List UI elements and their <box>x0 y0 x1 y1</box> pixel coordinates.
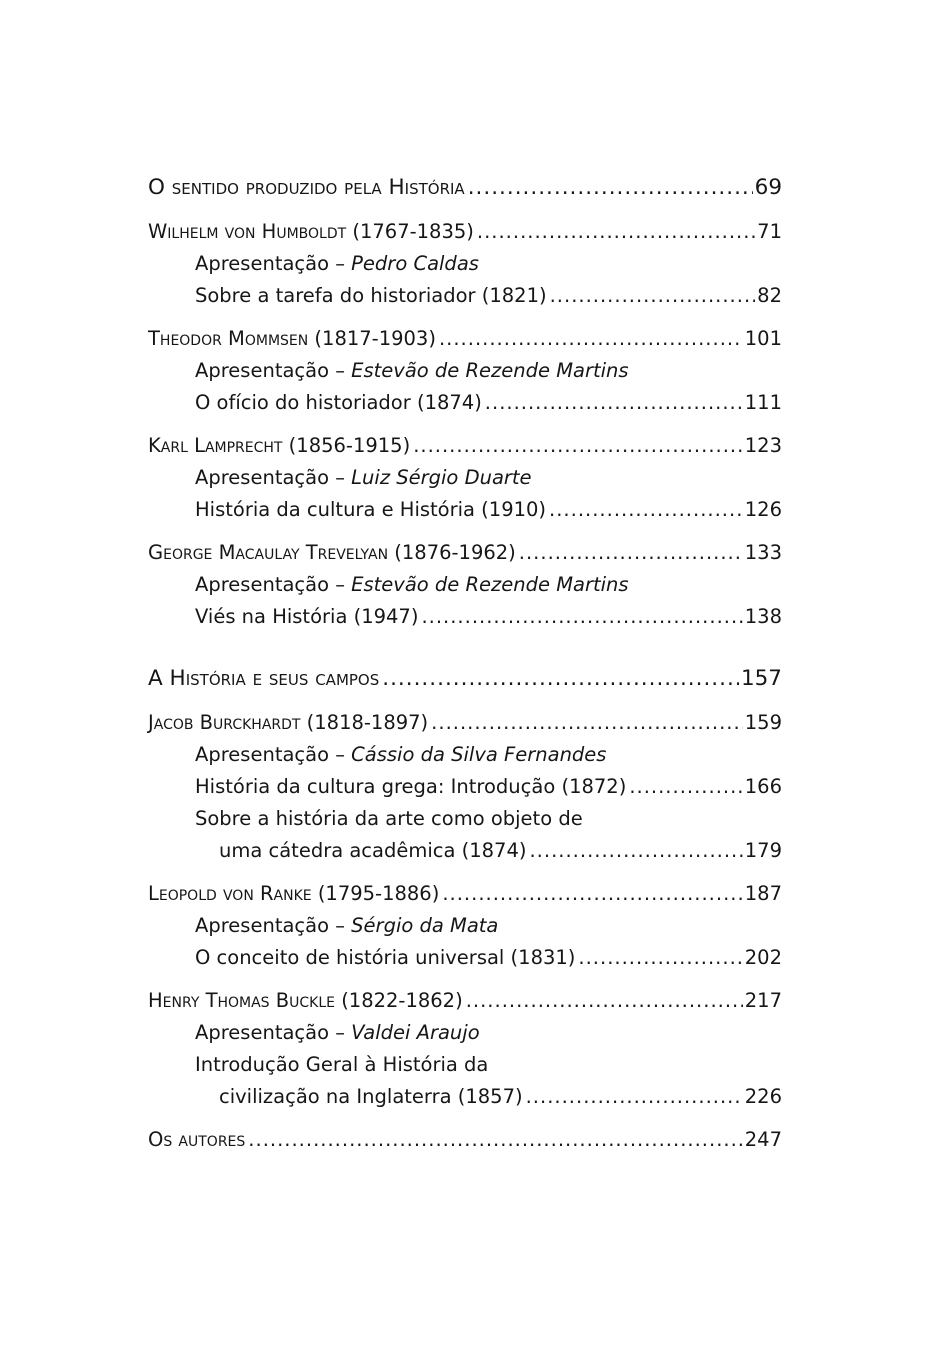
dot-leader <box>466 985 743 1017</box>
toc-text-title: História da cultura grega: Introdução (1872) <box>195 775 627 798</box>
dot-leader <box>442 878 742 910</box>
intro-label: Apresentação – <box>195 466 345 489</box>
intro-author: Cássio da Silva Fernandes <box>351 743 607 766</box>
toc-text-title: Sobre a tarefa do historiador (1821) <box>195 284 547 307</box>
toc-page-number: 226 <box>744 1085 782 1108</box>
toc-text-title: O conceito de história universal (1831) <box>195 946 576 969</box>
intro-author: Pedro Caldas <box>351 252 479 275</box>
dot-leader <box>468 171 753 205</box>
toc-intro-line <box>148 569 782 601</box>
toc-intro-line <box>148 910 782 942</box>
toc-text-entry[interactable] <box>148 601 782 633</box>
toc-page-number: 123 <box>744 434 782 457</box>
toc-text-title: uma cátedra acadêmica (1874) <box>219 839 527 862</box>
toc-page-number: 69 <box>754 175 782 200</box>
toc-authors-entry[interactable] <box>148 1124 782 1156</box>
toc-text-entry-first-line[interactable] <box>148 1049 782 1081</box>
toc-page-number: 217 <box>744 989 782 1012</box>
toc-text-title: Viés na História (1947) <box>195 605 419 628</box>
toc-author-entry[interactable] <box>148 707 782 739</box>
intro-label: Apresentação – <box>195 1021 345 1044</box>
toc-intro-line <box>148 462 782 494</box>
dot-leader <box>529 835 742 867</box>
dot-leader <box>431 707 743 739</box>
toc-page-number: 157 <box>740 666 782 691</box>
toc-part-title: A História e seus campos <box>148 666 380 691</box>
dot-leader <box>578 942 742 974</box>
toc-page-number: 101 <box>744 327 782 350</box>
toc-intro-line <box>148 355 782 387</box>
toc-intro-line <box>148 1017 782 1049</box>
toc-author-name: Jacob Burckhardt (1818-1897) <box>148 711 429 734</box>
toc-page-number: 166 <box>744 775 782 798</box>
toc-text-entry[interactable] <box>148 280 782 312</box>
toc-page-number: 82 <box>757 284 782 307</box>
toc-author-entry[interactable] <box>148 537 782 569</box>
toc-author-entry[interactable] <box>148 216 782 248</box>
dot-leader <box>519 537 743 569</box>
toc-text-title: Introdução Geral à História da <box>195 1053 489 1076</box>
table-of-contents <box>148 171 782 1156</box>
toc-text-title: Sobre a história da arte como objeto de <box>195 807 583 830</box>
dot-leader <box>421 601 742 633</box>
toc-author-name: George Macaulay Trevelyan (1876-1962) <box>148 541 516 564</box>
intro-author: Estevão de Rezende Martins <box>351 359 629 382</box>
toc-text-entry[interactable] <box>148 494 782 526</box>
dot-leader <box>526 1081 743 1113</box>
toc-part-heading[interactable] <box>148 171 782 205</box>
toc-author-name: Karl Lamprecht (1856-1915) <box>148 434 411 457</box>
dot-leader <box>485 387 743 419</box>
toc-intro-line <box>148 739 782 771</box>
toc-text-title: História da cultura e História (1910) <box>195 498 547 521</box>
toc-page-number: 247 <box>744 1128 782 1151</box>
dot-leader <box>629 771 742 803</box>
toc-page-number: 187 <box>744 882 782 905</box>
toc-author-name: Theodor Mommsen (1817-1903) <box>148 327 436 350</box>
toc-author-name: Leopold von Ranke (1795-1886) <box>148 882 440 905</box>
toc-page-number: 133 <box>744 541 782 564</box>
intro-label: Apresentação – <box>195 359 345 382</box>
toc-text-entry[interactable] <box>148 771 782 803</box>
toc-text-entry-continuation[interactable] <box>148 1081 782 1113</box>
toc-page-number: 202 <box>744 946 782 969</box>
intro-author: Valdei Araujo <box>351 1021 480 1044</box>
toc-author-name: Wilhelm von Humboldt (1767-1835) <box>148 220 474 243</box>
intro-label: Apresentação – <box>195 743 345 766</box>
intro-author: Estevão de Rezende Martins <box>351 573 629 596</box>
toc-page-number: 111 <box>744 391 782 414</box>
dot-leader <box>549 494 743 526</box>
dot-leader <box>439 323 743 355</box>
toc-author-name: Henry Thomas Buckle (1822-1862) <box>148 989 463 1012</box>
toc-page-number: 179 <box>744 839 782 862</box>
toc-text-entry[interactable] <box>148 942 782 974</box>
intro-author: Sérgio da Mata <box>351 914 499 937</box>
toc-part-heading[interactable] <box>148 662 782 696</box>
dot-leader <box>382 662 739 696</box>
toc-text-title: civilização na Inglaterra (1857) <box>219 1085 523 1108</box>
toc-text-title: O ofício do historiador (1874) <box>195 391 482 414</box>
toc-text-entry[interactable] <box>148 387 782 419</box>
toc-author-entry[interactable] <box>148 985 782 1017</box>
dot-leader <box>550 280 756 312</box>
intro-label: Apresentação – <box>195 252 345 275</box>
toc-page-number: 159 <box>744 711 782 734</box>
toc-text-entry-continuation[interactable] <box>148 835 782 867</box>
dot-leader <box>248 1124 742 1156</box>
intro-label: Apresentação – <box>195 573 345 596</box>
toc-intro-line <box>148 248 782 280</box>
intro-label: Apresentação – <box>195 914 345 937</box>
toc-text-entry-first-line[interactable] <box>148 803 782 835</box>
toc-section-title: Os autores <box>148 1128 246 1151</box>
dot-leader <box>477 216 755 248</box>
intro-author: Luiz Sérgio Duarte <box>351 466 532 489</box>
toc-part-title: O sentido produzido pela História <box>148 175 465 200</box>
toc-page-number: 138 <box>744 605 782 628</box>
toc-author-entry[interactable] <box>148 878 782 910</box>
toc-page-number: 126 <box>744 498 782 521</box>
toc-author-entry[interactable] <box>148 430 782 462</box>
toc-author-entry[interactable] <box>148 323 782 355</box>
toc-page-number: 71 <box>757 220 782 243</box>
dot-leader <box>413 430 743 462</box>
